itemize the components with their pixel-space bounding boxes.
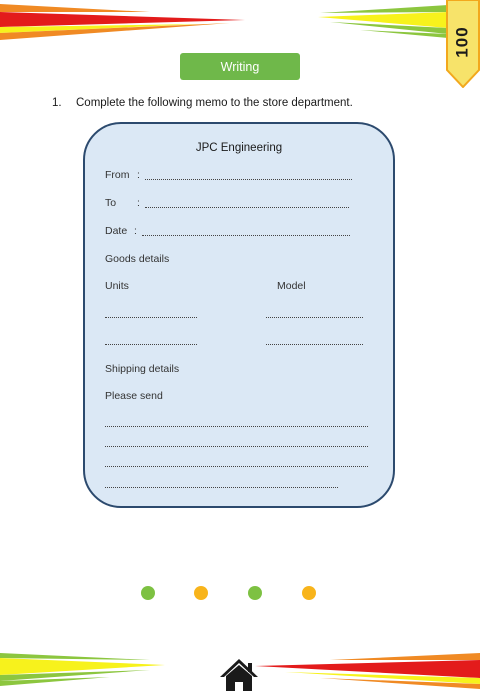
date-label: Date [105,225,128,237]
shipping-details-heading: Shipping details [105,363,180,375]
top-right-stripes [0,0,480,45]
nav-dot-yellow-1 [194,586,208,600]
to-colon: : [137,197,140,209]
date-blank[interactable] [142,235,350,236]
home-icon[interactable] [219,658,259,692]
from-colon: : [137,169,140,181]
nav-dot-yellow-2 [302,586,316,600]
model-blank-2[interactable] [266,344,363,345]
please-send-blank-2[interactable] [105,446,368,447]
date-colon: : [134,225,137,237]
memo-card [83,122,395,508]
to-blank[interactable] [145,207,349,208]
question-number: 1. [52,97,62,109]
question-line [52,97,353,109]
memo-title: JPC Engineering [195,142,283,154]
nav-dot-green-1 [141,586,155,600]
units-blank-1[interactable] [105,317,197,318]
to-label: To [105,197,117,209]
nav-dot-green-2 [248,586,262,600]
from-blank[interactable] [145,179,352,180]
model-label: Model [277,280,306,292]
please-send-blank-3[interactable] [105,466,368,467]
question-text: Complete the following memo to the store department. [76,97,353,109]
please-send-label: Please send [105,390,163,402]
units-label: Units [105,280,129,292]
please-send-blank-1[interactable] [105,426,368,427]
units-blank-2[interactable] [105,344,197,345]
goods-details-heading: Goods details [105,253,170,265]
section-badge-writing: Writing [180,53,300,80]
from-label: From [105,169,130,181]
please-send-blank-4[interactable] [105,487,338,488]
page-number: 100 [453,26,472,58]
model-blank-1[interactable] [266,317,363,318]
